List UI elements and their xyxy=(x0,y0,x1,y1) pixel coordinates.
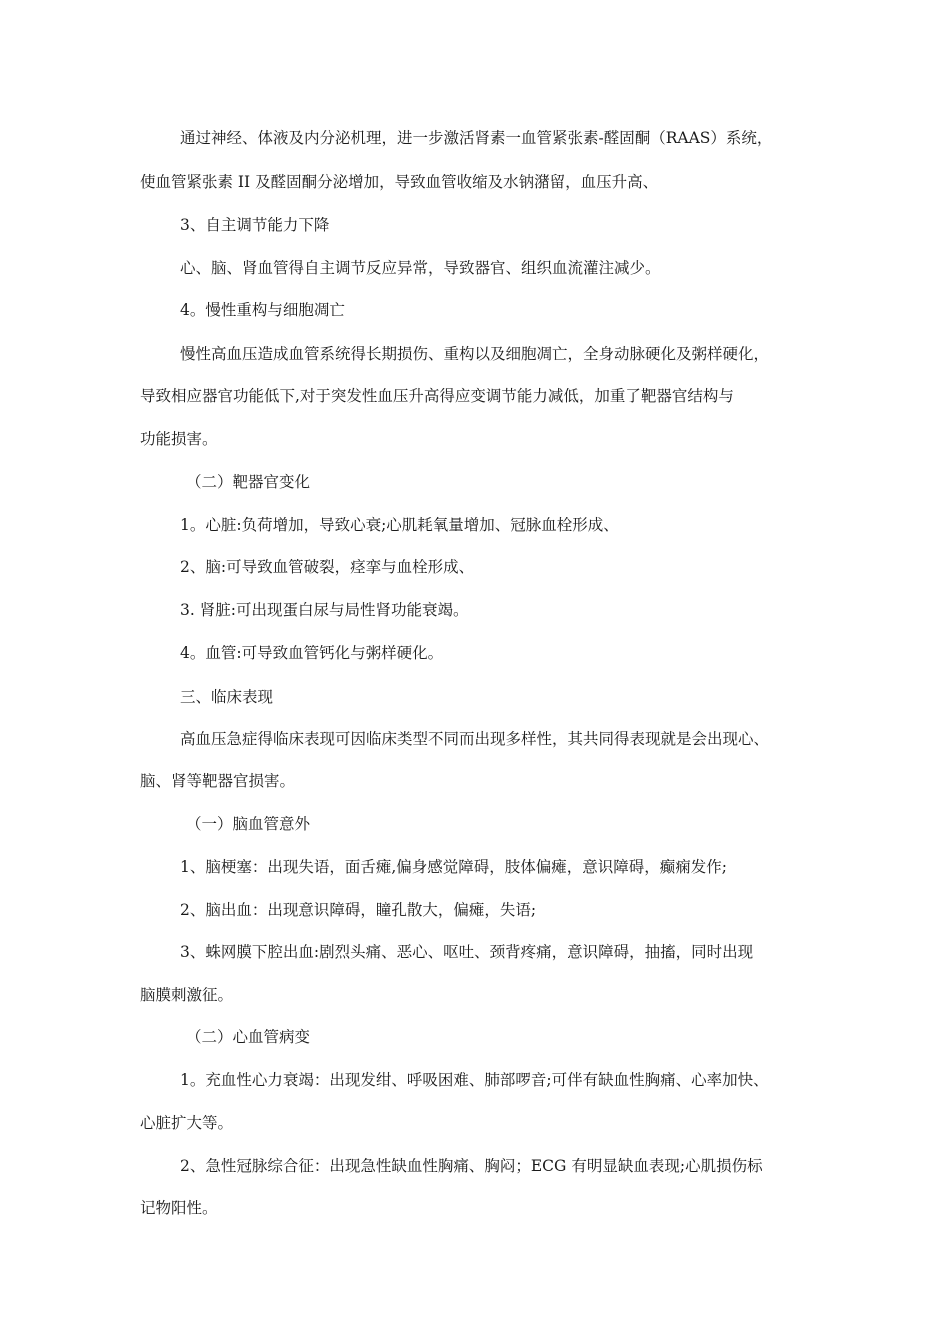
paragraph-line: 高血压急症得临床表现可因临床类型不同而出现多样性，其共同得表现就是会出现心、 xyxy=(180,730,770,748)
paragraph-line: 脑、肾等靶器官损害。 xyxy=(140,772,296,790)
list-item: 3. 肾脏:可出现蛋白尿与局性肾功能衰竭。 xyxy=(180,601,469,619)
paragraph-line: 心、脑、肾血管得自主调节反应异常，导致器官、组织血流灌注减少。 xyxy=(180,259,661,277)
list-item: 1、脑梗塞：出现失语，面舌瘫,偏身感觉障碍，肢体偏瘫，意识障碍，癫痫发作; xyxy=(180,858,728,876)
list-item: 1。充血性心力衰竭：出现发绀、呼吸困难、肺部啰音;可伴有缺血性胸痛、心率加快、 xyxy=(180,1071,769,1089)
paragraph-line: 通过神经、体液及内分泌机理，进一步激活肾素一血管紧张素-醛固酮（RAAS）系统， xyxy=(180,129,773,147)
paragraph-line: 慢性高血压造成血管系统得长期损伤、重构以及细胞凋亡，全身动脉硬化及粥样硬化， xyxy=(180,345,770,363)
paragraph-line: 使血管紧张素 II 及醛固酮分泌增加，导致血管收缩及水钠潴留，血压升高、 xyxy=(140,173,659,191)
list-item: 4。血管:可导致血管钙化与粥样硬化。 xyxy=(180,644,444,662)
paragraph-line: 导致相应器官功能低下,对于突发性血压升高得应变调节能力减低，加重了靶器官结构与 xyxy=(140,387,734,405)
section-heading: （一）脑血管意外 xyxy=(186,815,311,833)
list-item: 2、急性冠脉综合征：出现急性缺血性胸痛、胸闷；ECG 有明显缺血表现;心肌损伤标 xyxy=(180,1157,763,1175)
section-heading: （二）靶器官变化 xyxy=(186,473,311,491)
paragraph-line: 心脏扩大等。 xyxy=(140,1114,234,1132)
section-heading: 三、临床表现 xyxy=(180,688,274,706)
list-item: 2、脑出血：出现意识障碍，瞳孔散大，偏瘫，失语; xyxy=(180,901,537,919)
list-item: 3、蛛网膜下腔出血:剧烈头痛、恶心、呕吐、颈背疼痛，意识障碍，抽搐，同时出现 xyxy=(180,943,754,961)
paragraph-line: 脑膜刺激征。 xyxy=(140,986,234,1004)
section-heading: 3、自主调节能力下降 xyxy=(180,216,330,234)
list-item: 2、脑:可导致血管破裂，痉挛与血栓形成、 xyxy=(180,558,475,576)
paragraph-line: 功能损害。 xyxy=(140,430,218,448)
section-heading: 4。慢性重构与细胞凋亡 xyxy=(180,301,345,319)
paragraph-line: 记物阳性。 xyxy=(140,1199,218,1217)
list-item: 1。心脏:负荷增加，导致心衰;心肌耗氧量增加、冠脉血栓形成、 xyxy=(180,516,619,534)
section-heading: （二）心血管病变 xyxy=(186,1028,311,1046)
